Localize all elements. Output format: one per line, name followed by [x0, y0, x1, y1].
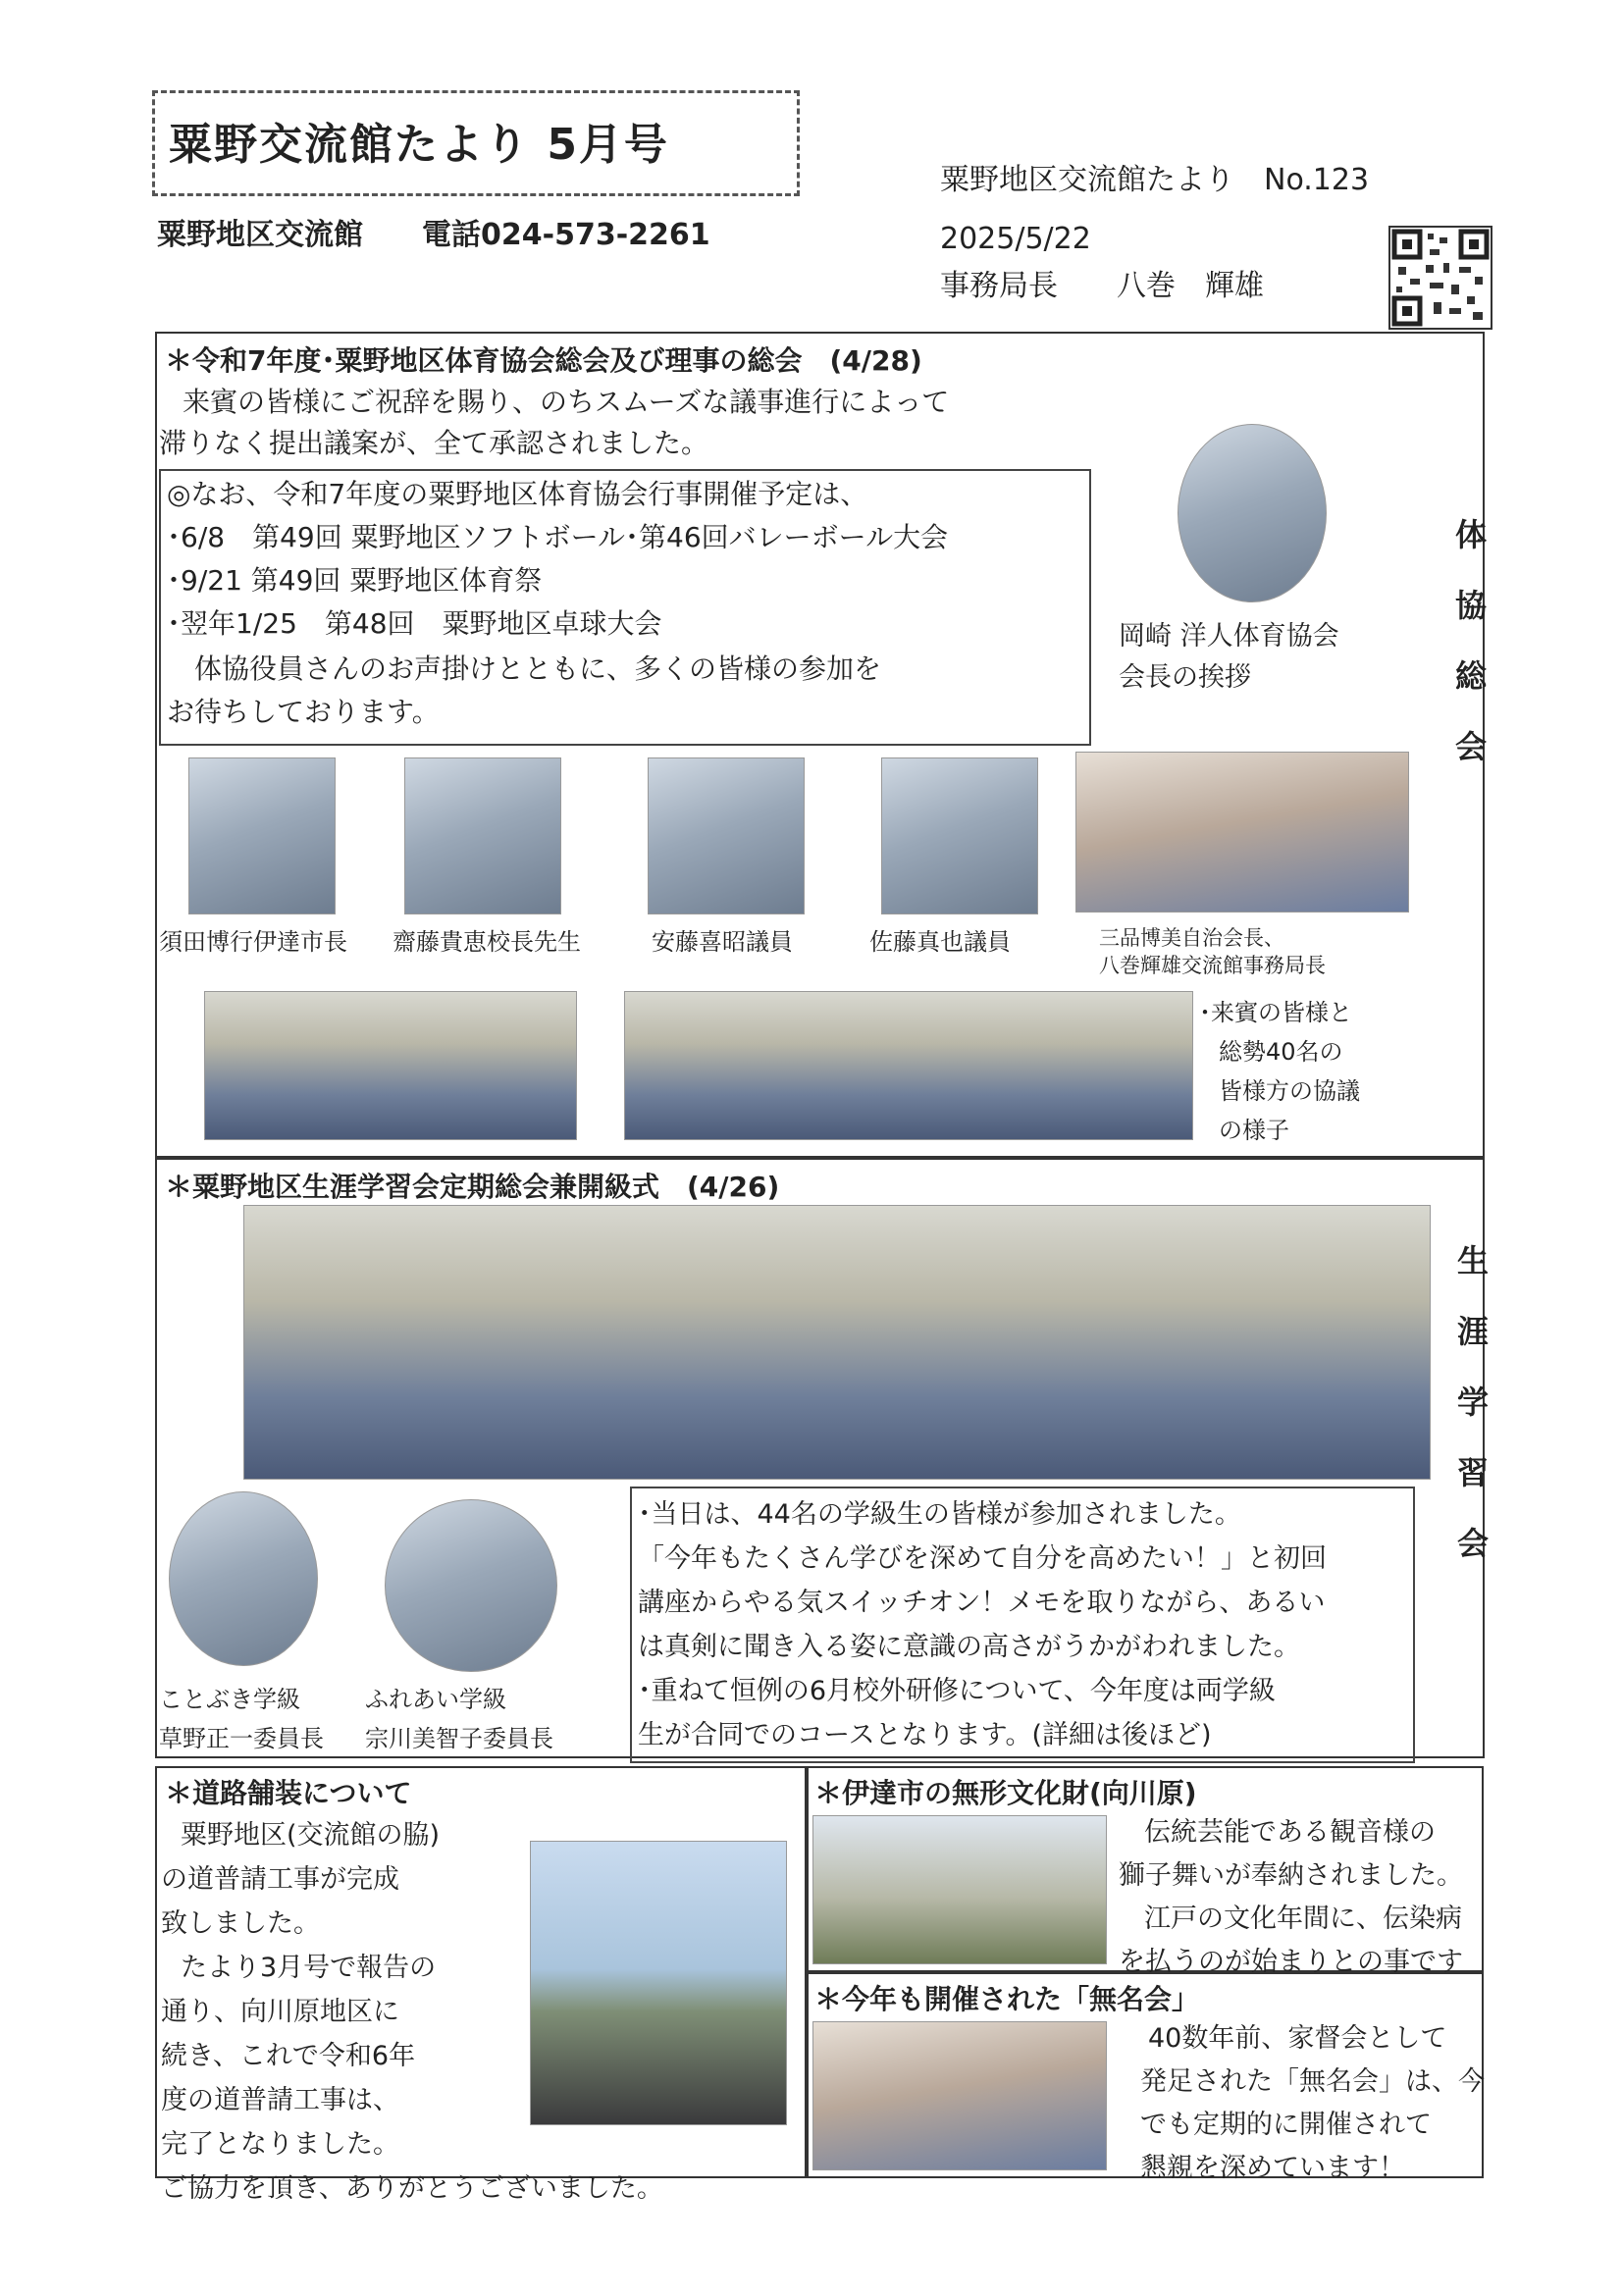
learning-line: 「今年もたくさん学びを深めて自分を高めたい！」と初回	[638, 1543, 1327, 1574]
road-line: 度の道普請工事は、	[161, 2085, 399, 2115]
learning-line: ･当日は、44名の学級生の皆様が参加されました。	[638, 1499, 1241, 1530]
road-line: たより3月号で報告の	[181, 1953, 437, 1983]
guest-photo-sato	[881, 757, 1038, 914]
schedule-line: ･6/8 第49回 粟野地区ソフトボール･第46回バレーボール大会	[167, 521, 949, 553]
road-line: の道普請工事が完成	[161, 1864, 399, 1895]
side-label-learning: 生涯学習会	[1452, 1244, 1490, 1597]
meeting-caption-line: の様子	[1219, 1117, 1289, 1144]
meeting-caption-line: ･来賓の皆様と	[1199, 999, 1352, 1026]
guest-caption: 齋藤貴恵校長先生	[393, 928, 581, 956]
qr-code-icon	[1390, 228, 1491, 328]
guest-caption: 佐藤真也議員	[869, 928, 1011, 956]
sports-intro-line2: 滞りなく提出議案が、全て承認されました。	[159, 427, 709, 459]
road-line: 粟野地区(交流館の脇)	[181, 1820, 441, 1851]
mumeikai-section-title: ＊今年も開催された「無名会」	[814, 1983, 1200, 2015]
meeting-photo-left	[204, 991, 577, 1140]
mumeikai-line: 発足された「無名会」は、今	[1140, 2066, 1485, 2097]
schedule-line: お待ちしております。	[167, 696, 440, 728]
road-line: 続き、これで令和6年	[161, 2041, 416, 2071]
learning-line: 講座からやる気スイッチオン！メモを取りながら、あるい	[638, 1588, 1326, 1618]
chair-greeting-photo	[1178, 424, 1327, 602]
schedule-line: ◎なお、令和7年度の粟野地区体育協会行事開催予定は、	[167, 478, 868, 510]
road-section-title: ＊道路舗装について	[165, 1777, 412, 1809]
cultural-line: 獅子舞いが奉納されました。	[1119, 1860, 1463, 1891]
event-schedule-box	[159, 469, 1091, 746]
meeting-caption	[1199, 993, 1360, 1150]
chair-caption-line1: 岡崎 洋人体育協会	[1119, 621, 1339, 652]
meeting-caption-line: 総勢40名の	[1219, 1038, 1343, 1066]
road-line: ご協力を頂き、ありがとうございました。	[161, 2173, 663, 2204]
newsletter-title-box	[152, 90, 800, 196]
guest-photo-ando	[648, 757, 805, 914]
meeting-caption-line: 皆様方の協議	[1219, 1077, 1360, 1105]
guest-caption: 安藤喜昭議員	[652, 928, 793, 956]
mumeikai-line: 40数年前、家督会として	[1148, 2023, 1447, 2054]
learning-info-box	[630, 1487, 1415, 1763]
cultural-section-title: ＊伊達市の無形文化財(向川原)	[814, 1777, 1197, 1809]
director-name: 事務局長 八巻 輝雄	[940, 269, 1264, 303]
cultural-line: 江戸の文化年間に、伝染病	[1144, 1904, 1462, 1934]
fureai-caption1: ふれあい学級	[365, 1686, 506, 1713]
paved-road-photo	[530, 1841, 787, 2125]
schedule-line: 体協役員さんのお声掛けとともに、多くの皆様の参加を	[167, 652, 882, 685]
learning-line: 生が合同でのコースとなります。(詳細は後ほど)	[638, 1720, 1212, 1750]
cultural-line: を払うのが始まりとの事です	[1119, 1947, 1463, 1977]
learning-info-text	[638, 1492, 1327, 1757]
learning-section-title: ＊粟野地区生涯学習会定期総会兼開級式 (4/26)	[165, 1171, 780, 1203]
meeting-photo-right	[624, 991, 1193, 1140]
guest-caption: 須田博行伊達市長	[159, 928, 347, 956]
side-label-sports: 体協総会	[1450, 518, 1488, 801]
learning-line: は真剣に聞き入る姿に意識の高さがうかがわれました。	[638, 1632, 1300, 1662]
fureai-caption2: 宗川美智子委員長	[365, 1725, 553, 1752]
kotobuki-caption1: ことぶき学級	[159, 1686, 300, 1713]
schedule-line: ･翌年1/25 第48回 粟野地区卓球大会	[167, 607, 662, 640]
mumeikai-text	[1140, 2017, 1485, 2190]
chair-caption-line2: 会長の挨拶	[1119, 662, 1251, 693]
group-caption-line1: 三品博美自治会長、	[1099, 926, 1284, 950]
issue-date: 2025/5/22	[940, 222, 1091, 256]
road-line: 致しました。	[161, 1908, 320, 1939]
kotobuki-caption2: 草野正一委員長	[159, 1725, 324, 1752]
head-table-photo	[1075, 752, 1409, 913]
org-contact: 粟野地区交流館 電話024-573-2261	[157, 218, 710, 252]
road-line: 完了となりました。	[161, 2129, 399, 2160]
schedule-line: ･9/21 第49回 粟野地区体育祭	[167, 564, 543, 597]
issue-number: 粟野地区交流館たより No.123	[940, 163, 1370, 197]
sports-section-title: ＊令和7年度･粟野地区体育協会総会及び理事の総会 (4/28)	[165, 344, 922, 377]
fureai-chair-photo	[385, 1499, 557, 1672]
newsletter-title: 粟野交流館たより 5月号	[169, 120, 669, 170]
sports-intro-line1: 来賓の皆様にご祝辞を賜り、のちスムーズな議事進行によって	[183, 386, 950, 418]
qr-code[interactable]	[1388, 226, 1492, 330]
cultural-text	[1119, 1811, 1463, 1984]
mumeikai-line: 懇親を深めています！	[1140, 2153, 1405, 2183]
classroom-photo	[243, 1205, 1431, 1480]
road-line: 通り、向川原地区に	[161, 1997, 399, 2027]
guest-photo-principal	[404, 757, 561, 914]
cultural-line: 伝統芸能である観音様の	[1144, 1817, 1436, 1848]
group-caption-line2: 八巻輝雄交流館事務局長	[1099, 954, 1326, 977]
lion-dance-photo	[812, 1815, 1107, 1964]
mumeikai-photo	[812, 2021, 1107, 2170]
learning-line: ･重ねて恒例の6月校外研修について、今年度は両学級	[638, 1676, 1276, 1706]
kotobuki-chair-photo	[169, 1491, 318, 1666]
guest-photo-mayor	[188, 757, 336, 914]
mumeikai-line: でも定期的に開催されて	[1140, 2110, 1432, 2140]
